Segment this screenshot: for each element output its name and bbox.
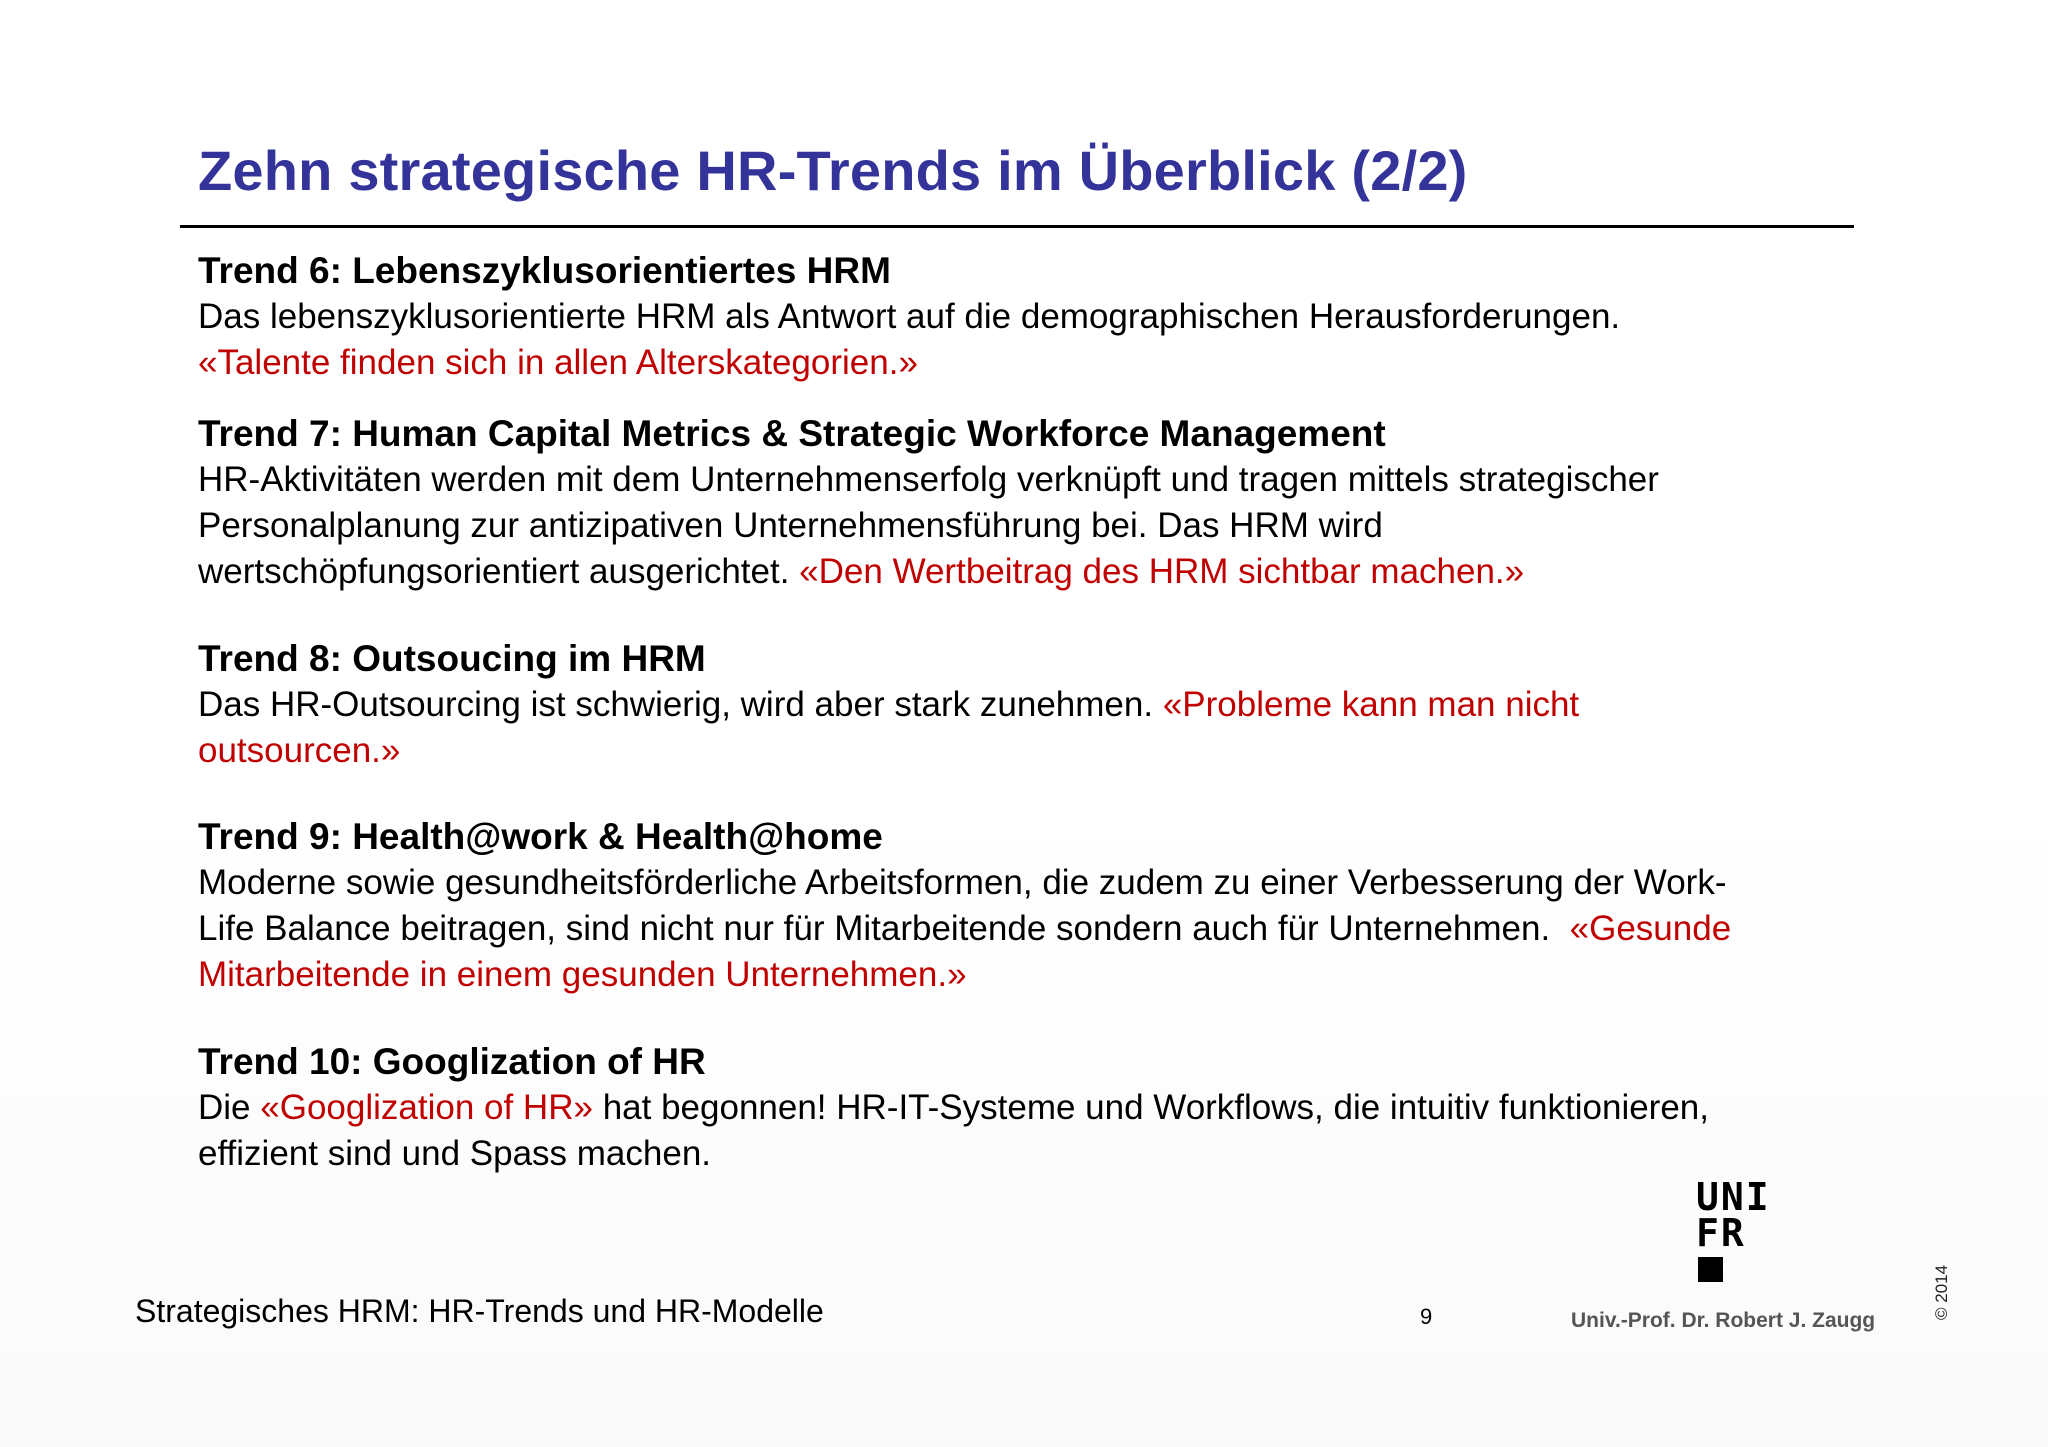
trend-quote: «Den Wertbeitrag des HRM sichtbar machen.» xyxy=(799,552,1525,591)
trend-6 xyxy=(198,248,1878,386)
trend-body-text: Das HR-Outsourcing ist schwierig, wird aber stark zunehmen. xyxy=(198,685,1154,724)
trend-9 xyxy=(198,814,1878,998)
copyright-notice: © 2014 xyxy=(1932,1264,1951,1320)
trend-heading: Trend 8: Outsoucing im HRM xyxy=(198,638,706,679)
trend-body-line: Personalplanung zur antizipativen Unternehmensführung bei. Das HRM wird xyxy=(198,506,1383,545)
logo-line-2: FR xyxy=(1696,1211,1746,1255)
trend-body-text: hat begonnen! HR-IT-Systeme und Workflows, die intuitiv funktionieren, xyxy=(602,1088,1709,1127)
page-number: 9 xyxy=(1420,1304,1433,1329)
trend-body-text: wertschöpfungsorientiert ausgerichtet. xyxy=(198,552,790,591)
trend-10 xyxy=(198,1039,1878,1177)
trend-body-line: Moderne sowie gesundheitsförderliche Arbeitsformen, die zudem zu einer Verbesserung der Work- xyxy=(198,863,1727,902)
trend-body-text: Die xyxy=(198,1088,251,1127)
slide-title: Zehn strategische HR-Trends im Überblick (2/2) xyxy=(198,139,1468,202)
trend-body-line xyxy=(198,682,1878,728)
trend-body-line: effizient sind und Spass machen. xyxy=(198,1134,712,1173)
trend-heading: Trend 10: Googlization of HR xyxy=(198,1041,706,1082)
footer-course-title: Strategisches HRM: HR-Trends und HR-Modelle xyxy=(135,1293,824,1329)
trend-quote: «Talente finden sich in allen Alterskategorien.» xyxy=(198,343,918,382)
trend-quote: outsourcen.» xyxy=(198,731,401,770)
unifr-logo xyxy=(1696,1177,1788,1283)
footer-author: Univ.-Prof. Dr. Robert J. Zaugg xyxy=(1571,1309,1876,1332)
trend-quote: «Gesunde xyxy=(1569,909,1732,948)
trend-quote: «Probleme kann man nicht xyxy=(1162,685,1580,724)
trend-body-line xyxy=(198,906,1878,952)
trend-heading: Trend 6: Lebenszyklusorientiertes HRM xyxy=(198,250,891,291)
title-divider xyxy=(180,225,1854,228)
trend-heading: Trend 7: Human Capital Metrics & Strategic Workforce Management xyxy=(198,413,1386,454)
trend-body-text: Life Balance beitragen, sind nicht nur für Mitarbeitende sondern auch für Unternehmen. xyxy=(198,909,1551,948)
trend-quote: «Googlization of HR» xyxy=(260,1088,593,1127)
logo-square xyxy=(1698,1257,1723,1282)
trend-quote: Mitarbeitende in einem gesunden Unternehmen.» xyxy=(198,955,967,994)
trend-body-line xyxy=(198,1085,1878,1131)
logo-line-1: UNI xyxy=(1696,1177,1771,1219)
trend-body: Das lebenszyklusorientierte HRM als Antwort auf die demographischen Herausforderungen. xyxy=(198,297,1621,336)
trend-body-line: HR-Aktivitäten werden mit dem Unternehmenserfolg verknüpft und tragen mittels strategischer xyxy=(198,460,1659,499)
trend-7 xyxy=(198,411,1878,595)
trend-8 xyxy=(198,636,1878,774)
trend-heading: Trend 9: Health@work & Health@home xyxy=(198,816,883,857)
trend-body-line xyxy=(198,549,1878,595)
